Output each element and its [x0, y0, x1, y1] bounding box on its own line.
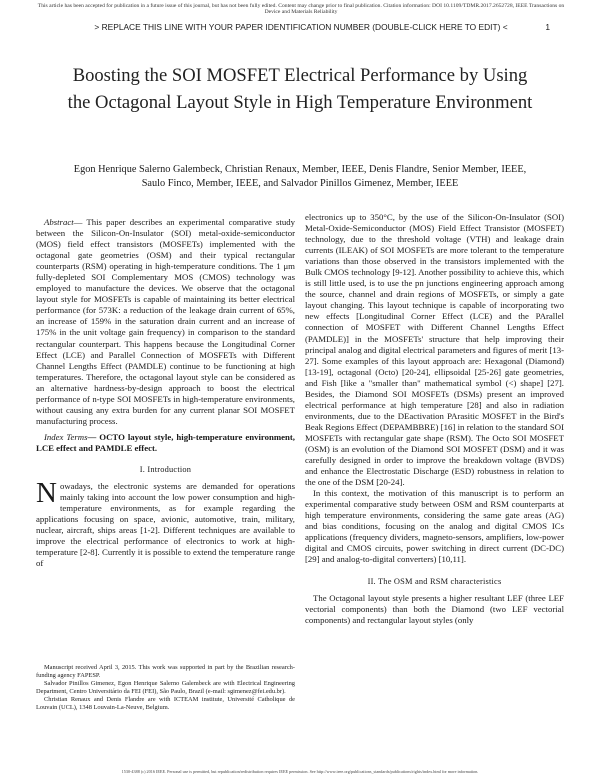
running-header — [34, 22, 568, 32]
footnote-affiliation-2: Christian Renaux and Denis Flandre are with ICTEAM institute, Université Catholique de Louvain (UCL), 1348 Louvain-La-Neuve, Belgium. — [36, 696, 295, 712]
right-column — [305, 212, 564, 626]
index-terms-label: Index Terms — [44, 431, 88, 442]
abstract — [36, 217, 295, 427]
abstract-text: — This paper describes an experimental comparative study between the Silicon-On-Insulator (SOI) metal-oxide-semiconductor (MOS) field effect transistors (MOSFETs) implemented with the octagonal gate geometries (OSM) and their typical rectangular counterparts (RSM) operating in high-temperature conditions. The 1 μm fully-depleted SOI Complementary MOS (CMOS) technology was employed to manufacture the devices. We observe that the octagonal layout style for MOSFETs is capable of maintaining its better electrical performance (for 573K: a reduction of the leakage drain current of 65%, an increase of 159% in the saturation drain current and an increase of 175% in the unit voltage gain frequency) in comparison to the standard rectangular counterpart. This happens because the Longitudinal Corner Effect (LCE) and Parallel Connection of MOSFETs with Different Channel Lengths Effect (PAMDLE) continue to be functioning at high temperatures. Therefore, the octagonal layout style can be considered as an alternative hardness-by-design approach to boost the electrical performance of n-type SOI MOSFETs in high-temperature environments, without causing any extra burden for any current planar SOI MOSFET manufacturing process. — [36, 217, 295, 426]
section-heading-osm-rsm: II. The OSM and RSM characteristics — [367, 576, 502, 586]
intro-paragraph — [36, 477, 295, 569]
paper-title: Boosting the SOI MOSFET Electrical Performance by Using the Octagonal Layout Style in High Temperature Environment — [67, 65, 533, 113]
journal-acceptance-note: This article has been accepted for publication in a future issue of this journal, but has not been fully edited. Content may change prior to final publication. Citation information: DOI 10.1109/TDMR.2017.2652728, IEEE Transactions on Device and Materials Reliability — [37, 3, 565, 16]
index-terms — [36, 432, 295, 454]
footnote — [36, 664, 295, 713]
section-heading-introduction: I. Introduction — [139, 464, 192, 474]
header-text: > REPLACE THIS LINE WITH YOUR PAPER IDENTIFICATION NUMBER (DOUBLE-CLICK HERE TO EDIT) < — [94, 22, 508, 32]
index-terms-text: — OCTO layout style, high-temperature environment, LCE effect and PAMDLE effect. — [36, 431, 295, 453]
author-list: Egon Henrique Salerno Galembeck, Christian Renaux, Member, IEEE, Denis Flandre, Senior Member, IEEE, Saulo Finco, Member, IEEE, and Salvador Pinillos Gimenez, Member, IEEE — [73, 164, 527, 189]
body-paragraph: The Octagonal layout style presents a higher resultant LEF (three LEF vectorial components) than both the Diamond (two LEF vectorial components) and rectangular layout styles (only — [305, 592, 564, 625]
body-paragraph: In this context, the motivation of this manuscript is to perform an experimental comparative study between OSM and RSM counterparts at high temperature environments, considering the same gate areas (AG) and bias conditions, focusing on the analog and digital CMOS ICs applications (frequency dividers, magneto-sensors, amplifiers, low-power digital and CMOS circuits, power switching in direct current (DC-DC) [29] and analog-to-digital converters) [10,11]. — [305, 488, 564, 565]
page-number: 1 — [545, 22, 550, 32]
footnote-manuscript: Manuscript received April 3, 2015. This work was supported in part by the Brazilian research-funding agency FAPESP. — [36, 664, 295, 680]
abstract-label: Abstract — [44, 217, 74, 227]
left-column — [36, 217, 295, 569]
footnote-affiliation-1: Salvador Pinillos Gimenez, Egon Henrique Salerno Galembeck are with Electrical Engineering Department, Centro Universitário da FEI (FEI), São Paulo, Brazil (e-mail: sgimenez@fei.edu.br). — [36, 680, 295, 696]
intro-text: owadays, the electronic systems are demanded for operations mainly taking into account the low power consumption and high-temperature environments, as for example regarding the applications focusing on space, avionic, automotive, train, military, nuclear, aircraft, ships areas [1-2]. Different techniques are available to improve the electrical performance of electronics to work at high-temperature [2-8]. Currently it is possible to extend the temperature range of — [36, 481, 295, 569]
drop-cap: N — [36, 477, 57, 510]
copyright-note: 1530-4388 (c) 2016 IEEE. Personal use is permitted, but republication/redistribution requires IEEE permission. See http://www.ieee.org/publications_standards/publications/rights/index.html for more information. — [121, 769, 479, 774]
body-paragraph: electronics up to 350°C, by the use of the Silicon-On-Insulator (SOI) Metal-Oxide-Semiconductor (MOS) Field Effect Transistor (MOSFET) technology, due to the threshold voltage (VTH) and leakage drain currents (ILEAK) of SOI MOSFETs are more tolerant to the temperature variations than those observed in the transistors implemented with the Bulk CMOS technology [9-12]. Another possibility to achieve this, which is still little used, is to use the pn junctions engineering approach among the source, channel and drain regions of MOSFETs, or simply a gate layout changing. This layout technique is capable of incorporating two new effects [Longitudinal Corner Effect (LCE) and the PArallel connection of MOSFET with Different Channel Lengths Effect (PAMDLE)] in the MOSFETs' structure that help improving their principal analog and digital electrical parameters and figures of merit [13-27]. Some examples of this layout approach are: Hexagonal (Diamond) [13-19], octagonal (Octo) [20-24], ellipsoidal [25-26] gate geometries, and Fish [like a "smaller than" mathematical symbol (<) shape] [27]. Besides, the Diamond SOI MOSFETs (DSMs) present an improved electrical performance at high temperature [28] and also in radiation environments, due to the DEactivation PArasitic MOSFET in the Bird's Beak Regions Effect (DEPAMBBRE) [16] in relation to the standard SOI MOSFETs with rectangular gate shape (RSM). The Octo SOI MOSFET (OSM) is an evolution of the Diamond SOI MOSFET (DSM) and it was carefully designed in order to improve the breakdown voltage (BVDS) and enhance the Electrostatic Discharge (ESD) robustness in relation to the one of the DSM [20-24]. — [305, 212, 564, 488]
